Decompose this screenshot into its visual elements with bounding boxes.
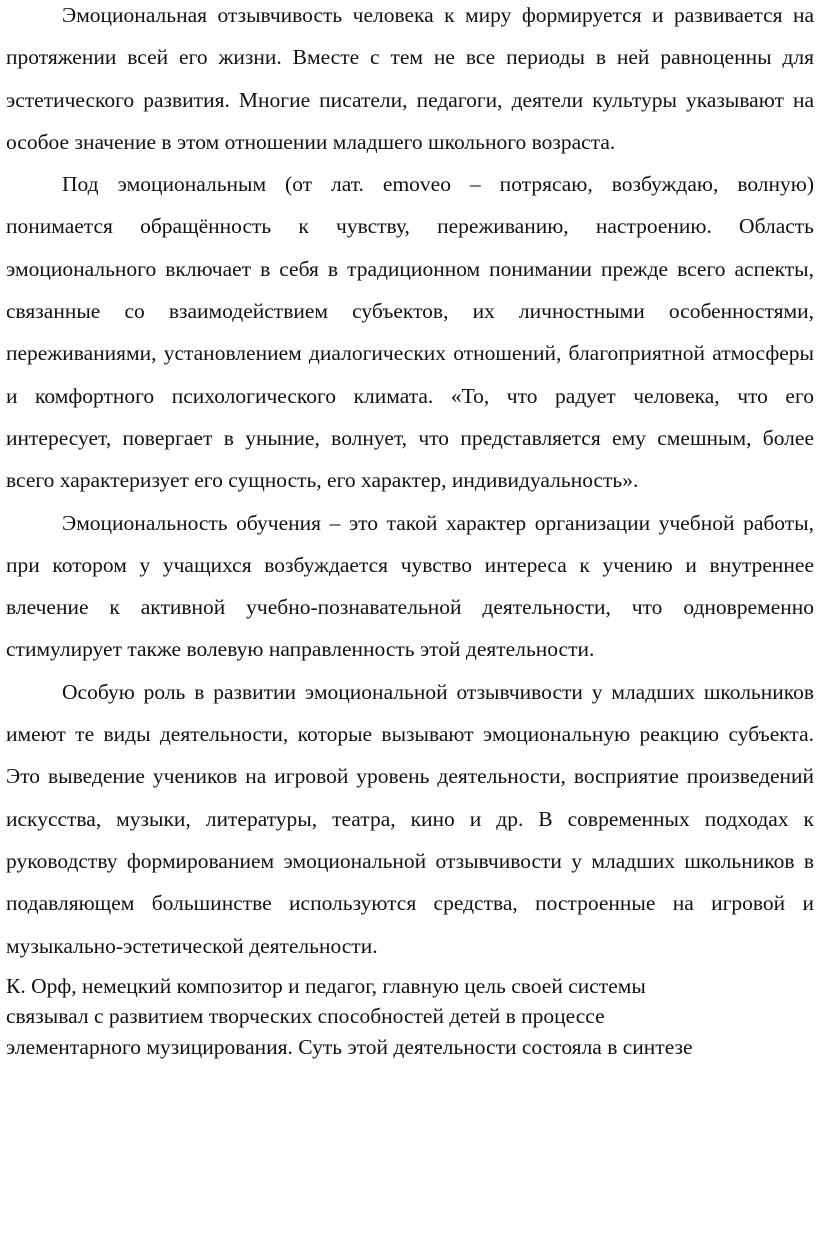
paragraph-emotional-learning: Эмоциональность обучения – это такой характер организации учебной работы, при котором у учащихся возбуждается чувство интереса к учению и внутреннее влечение к активной учебно-познавательной деятельности, что одновременно стимулирует также волевую направленность этой деятельности. [6, 510, 814, 662]
text-line: связывал с развитием творческих способностей детей в процессе [6, 1004, 605, 1029]
document-page [6, 0, 814, 1062]
paragraph-definition-emotional: Под эмоциональным (от лат. emoveo – потрясаю, возбуждаю, волную) понимается обращённость к чувству, переживанию, настроению. Область эмоционального включает в себя в традиционном понимании прежде всего аспекты, связанные со взаимодействием субъектов, их личностными особенностями, переживаниями, установлением диалогических отношений, благоприятной атмосферы и комфортного психологического климата. «То, что радует человека, что его интересует, повергает в уныние, волнует, что представляется ему смешным, более всего характеризует его сущность, его характер, индивидуальность». [6, 172, 814, 493]
paragraph-emotional-responsiveness: Эмоциональная отзывчивость человека к миру формируется и развивается на протяжении всей его жизни. Вместе с тем не все периоды в ней равноценны для эстетического развития. Многие писатели, педагоги, деятели культуры указывают на особое значение в этом отношении младшего школьного возраста. [6, 3, 814, 154]
text-line: К. Орф, немецкий композитор и педагог, главную цель своей системы [6, 973, 646, 998]
text-line: элементарного музицирования. Суть этой деятельности состояла в синтезе [6, 1034, 693, 1059]
paragraph-special-role: Особую роль в развитии эмоциональной отзывчивости у младших школьников имеют те виды деятельности, которые вызывают эмоциональную реакцию субъекта. Это выведение учеников на игровой уровень деятельности, восприятие произведений искусства, музыки, литературы, театра, кино и др. В современных подходах к руководству формированием эмоциональной отзывчивости у младших школьников в подавляющем большинстве используются средства, построенные на игровой и музыкально-эстетической деятельности. [6, 679, 814, 958]
paragraph-orff [6, 971, 806, 1063]
